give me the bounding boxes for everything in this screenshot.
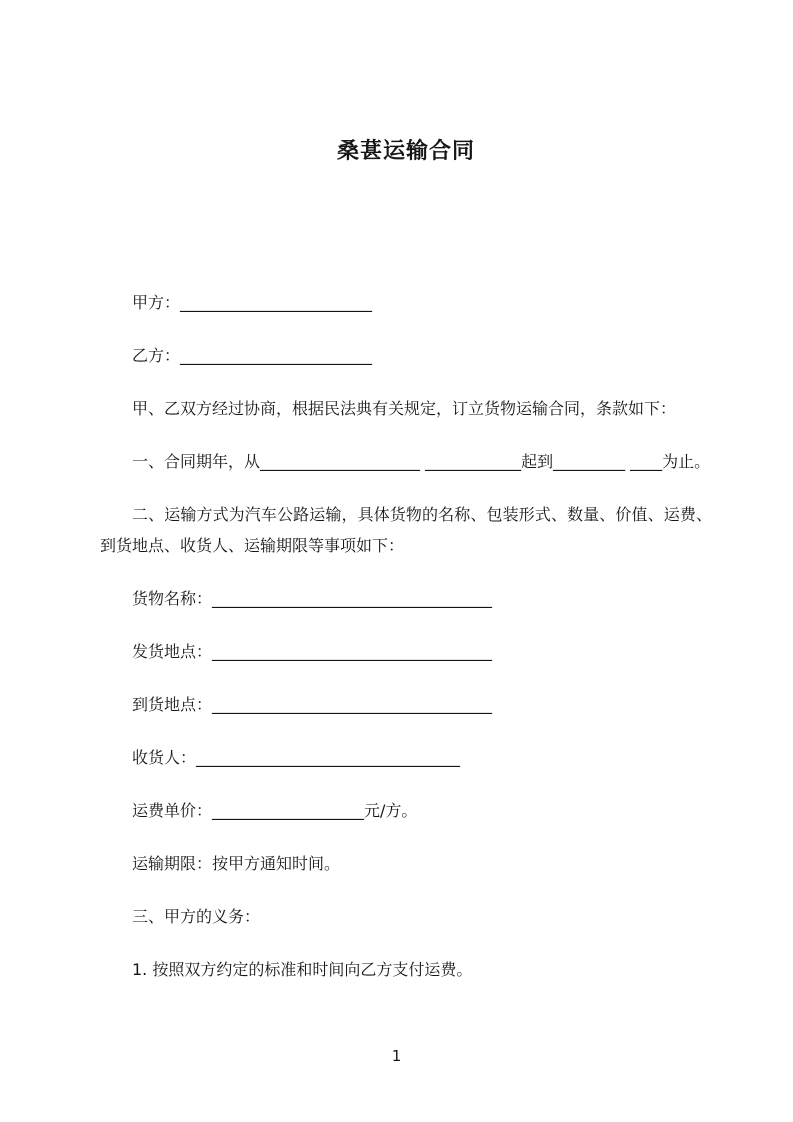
intro-paragraph: 甲、乙双方经过协商，根据民法典有关规定，订立货物运输合同，条款如下：: [132, 399, 677, 418]
clause-3-item-1: 1. 按照双方约定的标准和时间向乙方支付运费。: [132, 960, 473, 979]
field-transport-period: 运输期限：按甲方通知时间。: [132, 854, 341, 873]
party-a-line: 甲方：________________________: [132, 293, 373, 312]
field-consignee: 收货人：_________________________________: [132, 748, 461, 767]
page-number: 1: [391, 1047, 402, 1065]
document-title: 桑葚运输合同: [336, 139, 475, 164]
clause-3-heading: 三、甲方的义务：: [132, 907, 261, 926]
field-freight-unit-price: 运费单价：___________________元/方。: [132, 801, 418, 820]
clause-1-term: 一、合同期年，从____________________ ____________起到_________ ____为止。: [132, 452, 711, 471]
field-goods-name: 货物名称：___________________________________: [132, 589, 493, 608]
field-ship-to: 到货地点：___________________________________: [132, 695, 493, 714]
party-b-line: 乙方：________________________: [132, 346, 373, 365]
field-ship-from: 发货地点：___________________________________: [132, 642, 493, 661]
clause-2-transport-mode: 二、运输方式为汽车公路运输，具体货物的名称、包装形式、数量、价值、运费、到货地点、收货人、运输期限等事项如下：: [100, 505, 712, 555]
